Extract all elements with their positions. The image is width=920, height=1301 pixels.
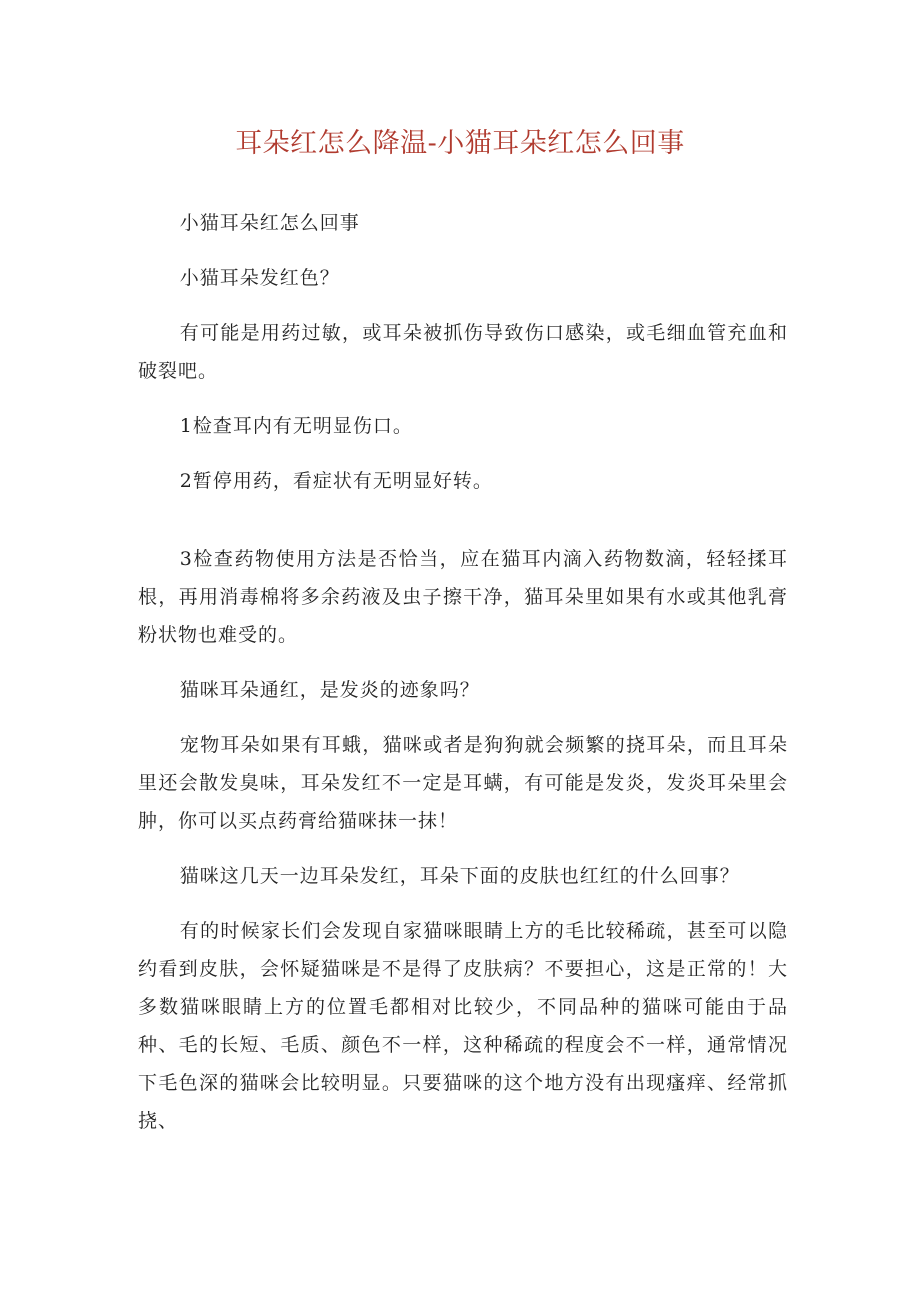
paragraph-6: 3检查药物使用方法是否恰当，应在猫耳内滴入药物数滴，轻轻揉耳根，再用消毒棉将多余药液及虫子擦干净，猫耳朵里如果有水或其他乳膏粉状物也难受的。 <box>138 548 788 646</box>
page-title: 耳朵红怎么降温-小猫耳朵红怎么回事 <box>235 128 685 159</box>
paragraph-7: 猫咪耳朵通红，是发炎的迹象吗？ <box>179 679 480 701</box>
paragraph-8: 宠物耳朵如果有耳蛾，猫咪或者是狗狗就会频繁的挠耳朵，而且耳朵里还会散发臭味，耳朵发红不一定是耳螨，有可能是发炎，发炎耳朵里会肿，你可以买点药膏给猫咪抹一抹！ <box>138 734 788 832</box>
paragraph-10: 有的时候家长们会发现自家猫咪眼睛上方的毛比较稀疏，甚至可以隐约看到皮肤，会怀疑猫咪是不是得了皮肤病？不要担心，这是正常的！大多数猫咪眼睛上方的位置毛都相对比较少，不同品种的猫咪可能由于品种、毛的长短、毛质、颜色不一样，这种稀疏的程度会不一样，通常情况下毛色深的猫咪会比较明显。只要猫咪的这个地方没有出现瘙痒、经常抓挠、 <box>138 920 788 1132</box>
paragraph-1: 小猫耳朵红怎么回事 <box>179 212 360 234</box>
paragraph-5: 2暂停用药，看症状有无明显好转。 <box>179 470 493 492</box>
paragraph-2: 小猫耳朵发红色？ <box>179 267 340 289</box>
paragraph-9: 猫咪这几天一边耳朵发红，耳朵下面的皮肤也红红的什么回事？ <box>179 865 740 887</box>
article-body <box>138 204 788 1157</box>
paragraph-3: 有可能是用药过敏，或耳朵被抓伤导致伤口感染，或毛细血管充血和破裂吧。 <box>138 322 788 382</box>
paragraph-4: 1检查耳内有无明显伤口。 <box>179 415 413 437</box>
